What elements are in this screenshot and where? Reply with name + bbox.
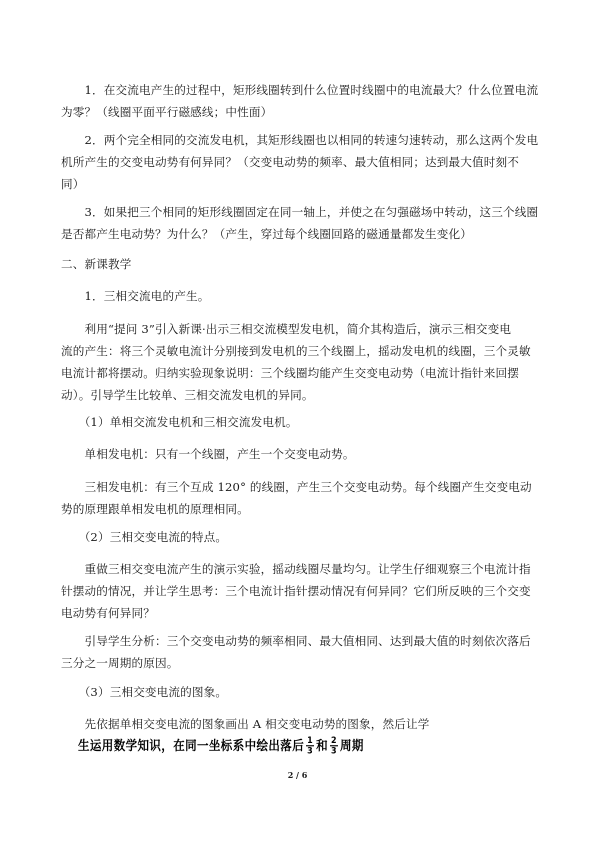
text-line: 动）。引导学生比较单、三相交流发电机的异同。 xyxy=(61,388,314,402)
scanned-text-before: 生运用数学知识，在同一坐标系中绘出落后 xyxy=(78,737,305,754)
scanned-text-after: 周期 xyxy=(339,737,364,754)
text-line: 机所产生的交变电动势有何异同？（交变电动势的频率、最大值相同；达到最大值时刻不 xyxy=(61,155,520,169)
paragraph-q3 xyxy=(61,201,537,245)
paragraph-single xyxy=(61,443,537,465)
text-line: 二、新课教学 xyxy=(61,257,132,271)
paragraph-intro xyxy=(61,318,537,406)
paragraph-sub3 xyxy=(61,681,537,703)
text-line: 引导学生分析：三个交变电动势的频率相同、最大值相同、达到最大值的时刻依次落后 xyxy=(61,634,531,648)
text-line: 同） xyxy=(61,177,85,191)
text-line: 2．两个完全相同的交流发电机，其矩形线圈也以相同的转速匀速转动，那么这两个发电 xyxy=(61,133,539,147)
text-line: 重做三相交变电流产生的演示实验，摇动线圈尽量均匀。让学生仔细观察三个电流计指 xyxy=(61,562,531,576)
paragraph-three xyxy=(61,476,537,520)
text-line: 势的原理跟单相发电机的原理相同。 xyxy=(61,502,249,516)
text-line: 单相发电机：只有一个线圈，产生一个交变电动势。 xyxy=(61,447,355,461)
text-line: （1）单相交流发电机和三相交流发电机。 xyxy=(61,415,298,429)
text-line: 流的产生：将三个灵敏电流计分别接到发电机的三个线圈上，摇动发电机的线圈，三个灵敏 xyxy=(61,344,531,358)
text-line: 1．三相交流电的产生。 xyxy=(61,289,210,303)
text-line: 电动势有何异同？ xyxy=(61,606,155,620)
text-line: 针摆动的情况，并让学生思考：三个电流计指针摆动情况有何异同？它们所反映的三个交变 xyxy=(61,584,531,598)
paragraph-q2 xyxy=(61,129,537,195)
fraction-one-third: $\frac{1}{3}$ xyxy=(307,734,314,756)
paragraph-section2 xyxy=(61,253,537,275)
paragraph-sub2 xyxy=(61,526,537,548)
text-line: 电流计都将摆动。归纳实验现象说明：三个线圈均能产生交变电动势（电流计指针来回摆 xyxy=(61,366,520,380)
paragraph-graph xyxy=(61,713,537,735)
text-line: 三分之一周期的原因。 xyxy=(61,656,179,670)
paragraph-s1 xyxy=(61,285,537,307)
text-line: （2）三相交变电流的特点。 xyxy=(61,530,228,544)
paragraph-sub1 xyxy=(61,411,537,433)
paragraph-q1 xyxy=(61,79,537,123)
text-line: 先依据单相交变电流的图象画出 A 相交变电动势的图象，然后让学 xyxy=(61,717,430,731)
scanned-text-middle: 和 xyxy=(316,737,328,754)
text-line: 利用“提问 3”引入新课·出示三相交流模型发电机，简介其构造后，演示三相交变电 xyxy=(61,322,512,336)
text-line: 3．如果把三个相同的矩形线圈固定在同一轴上，并使之在匀强磁场中转动，这三个线圈 xyxy=(61,205,539,219)
text-line: 三相发电机：有三个互成 120° 的线圈，产生三个交变电动势。每个线圈产生交变电动 xyxy=(61,480,532,494)
text-line: 1．在交流电产生的过程中，矩形线圈转到什么位置时线圈中的电流最大？什么位置电流 xyxy=(61,83,539,97)
scanned-text-line xyxy=(78,736,364,756)
text-line: 为零？（线圈平面平行磁感线；中性面） xyxy=(61,105,273,119)
paragraph-analysis xyxy=(61,630,537,674)
page-number: 2 / 6 xyxy=(287,770,308,780)
paragraph-demo xyxy=(61,558,537,624)
text-line: （3）三相交变电流的图象。 xyxy=(61,685,228,699)
text-line: 是否都产生电动势？为什么？（产生，穿过每个线圈回路的磁通量都发生变化） xyxy=(61,227,473,241)
fraction-two-thirds: $\frac{2}{3}$ xyxy=(330,734,337,756)
